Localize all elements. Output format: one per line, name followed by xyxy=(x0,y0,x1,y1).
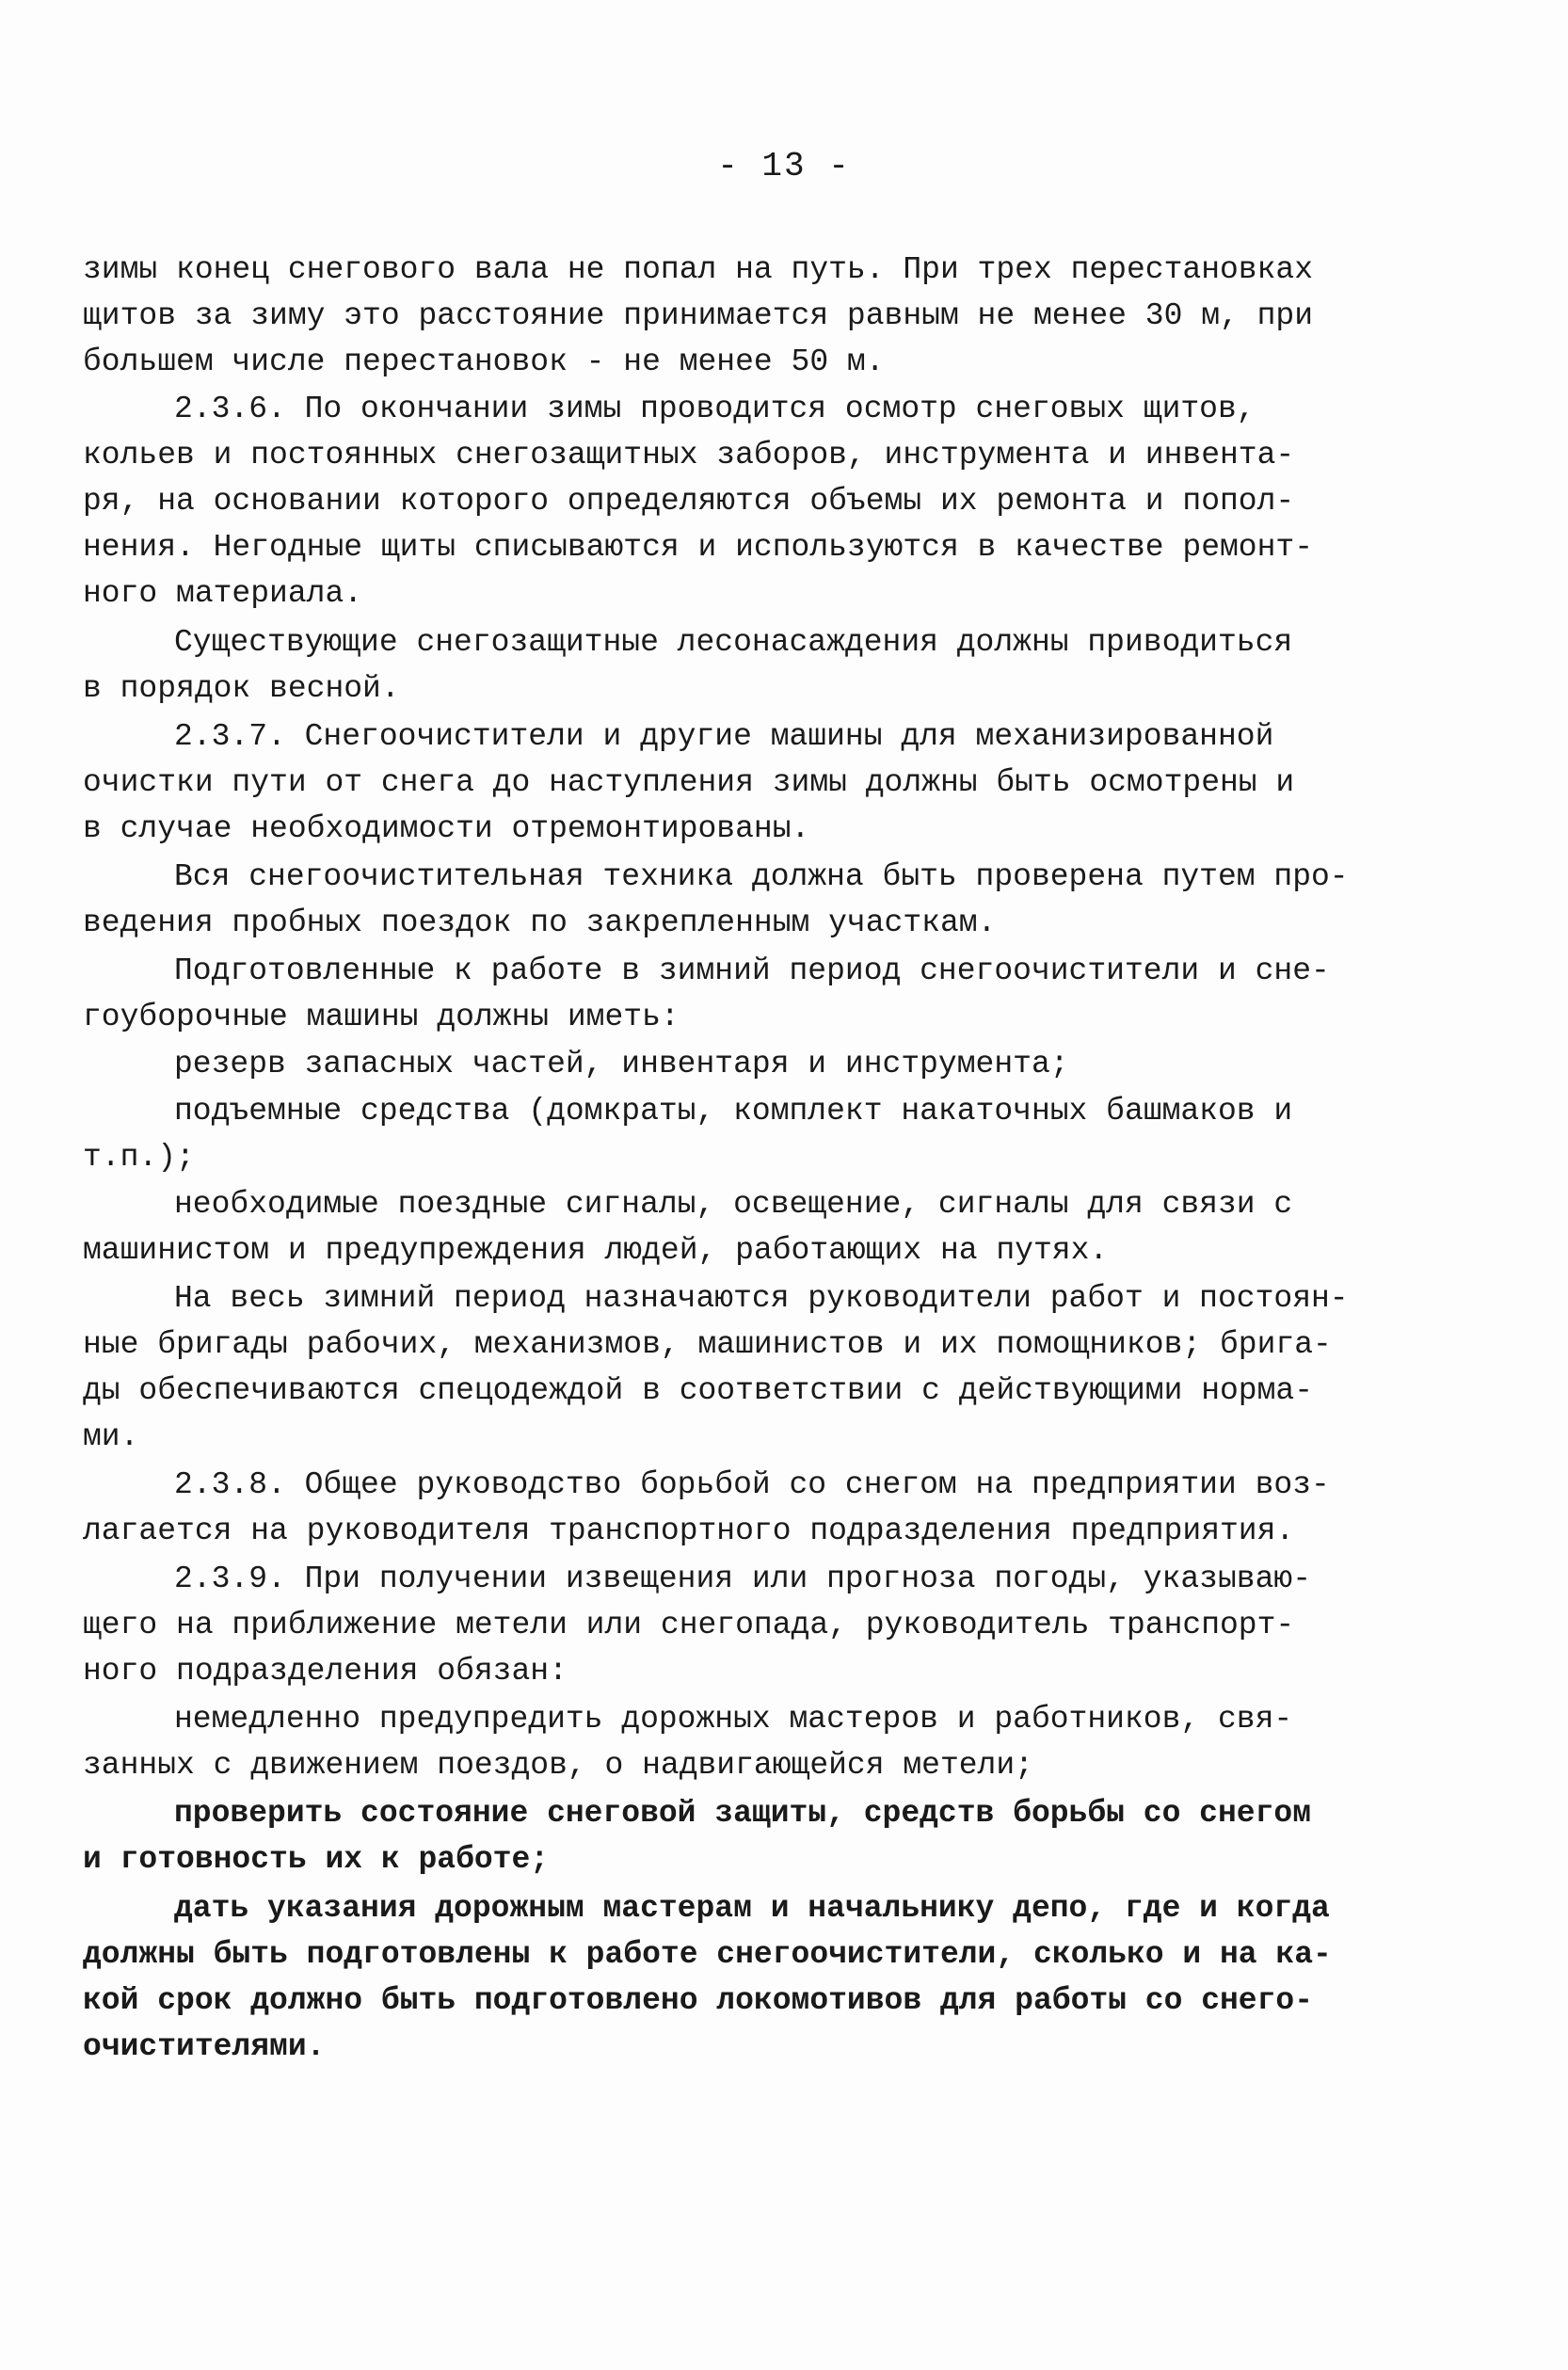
text-line: и готовность их к работе; xyxy=(83,1842,550,1877)
page-number: - 13 - xyxy=(717,147,851,185)
list-item-line: немедленно предупредить дорожных мастеров и работников, свя- xyxy=(174,1702,1293,1737)
paragraph-start-line: Вся снегоочистительная техника должна быть проверена путем про- xyxy=(174,859,1349,894)
text-line: большем числе перестановок - не менее 50 м. xyxy=(83,344,885,379)
paragraph-start-line: 2.3.9. При получении извещения или прогноза погоды, указываю- xyxy=(174,1561,1311,1596)
paragraph-start-line: 2.3.8. Общее руководство борьбой со снегом на предприятии воз- xyxy=(174,1467,1330,1502)
text-line: ря, на основании которого определяются объемы их ремонта и попол- xyxy=(83,484,1295,519)
text-line: гоуборочные машины должны иметь: xyxy=(83,1000,680,1034)
text-line: зимы конец снегового вала не попал на путь. При трех перестановках xyxy=(83,252,1314,287)
text-line: ного подразделения обязан: xyxy=(83,1654,568,1689)
text-line: ного материала. xyxy=(83,576,363,611)
text-line: нения. Негодные щиты списываются и используются в качестве ремонт- xyxy=(83,530,1314,565)
list-item-line: дать указания дорожным мастерам и начальнику депо, где и когда xyxy=(174,1891,1330,1926)
paragraph-start-line: 2.3.6. По окончании зимы проводится осмотр снеговых щитов, xyxy=(174,392,1256,426)
text-line: кольев и постоянных снегозащитных заборов, инструмента и инвента- xyxy=(83,438,1295,472)
text-line: кой срок должно быть подготовлено локомотивов для работы со снего- xyxy=(83,1983,1314,2018)
text-line: занных с движением поездов, о надвигающейся метели; xyxy=(83,1748,1033,1783)
text-line: в порядок весной. xyxy=(83,671,400,706)
text-line: в случае необходимости отремонтированы. xyxy=(83,811,810,846)
text-line: очистки пути от снега до наступления зимы должны быть осмотрены и xyxy=(83,765,1295,800)
list-item-line: проверить состояние снеговой защиты, средств борьбы со снегом xyxy=(174,1796,1311,1831)
text-line: машинистом и предупреждения людей, работающих на путях. xyxy=(83,1233,1109,1268)
paragraph-start-line: Существующие снегозащитные лесонасаждения должны приводиться xyxy=(174,625,1293,660)
text-line: ведения пробных поездок по закрепленным участкам. xyxy=(83,905,997,940)
text-line: должны быть подготовлены к работе снегоочистители, сколько и на ка- xyxy=(83,1937,1332,1972)
list-item-line: подъемные средства (домкраты, комплект накаточных башмаков и xyxy=(174,1094,1293,1129)
text-line: лагается на руководителя транспортного подразделения предприятия. xyxy=(83,1513,1295,1548)
paragraph-start-line: 2.3.7. Снегоочистители и другие машины для механизированной xyxy=(174,719,1274,754)
paragraph-start-line: Подготовленные к работе в зимний период снегоочистители и сне- xyxy=(174,953,1330,988)
text-line: щего на приближение метели или снегопада, руководитель транспорт- xyxy=(83,1608,1295,1642)
text-line: т.п.); xyxy=(83,1140,195,1175)
text-line: ные бригады рабочих, механизмов, машинистов и их помощников; брига- xyxy=(83,1327,1332,1362)
text-line: ми. xyxy=(83,1419,139,1454)
paragraph-start-line: На весь зимний период назначаются руководители работ и постоян- xyxy=(174,1281,1349,1316)
list-item-line: необходимые поездные сигналы, освещение, сигналы для связи с xyxy=(174,1187,1293,1222)
text-line: очистителями. xyxy=(83,2029,326,2064)
list-item-line: резерв запасных частей, инвентаря и инструмента; xyxy=(174,1047,1069,1081)
text-line: щитов за зиму это расстояние принимается равным не менее 30 м, при xyxy=(83,298,1314,333)
text-line: ды обеспечиваются спецодеждой в соответствии с действующими норма- xyxy=(83,1373,1314,1408)
